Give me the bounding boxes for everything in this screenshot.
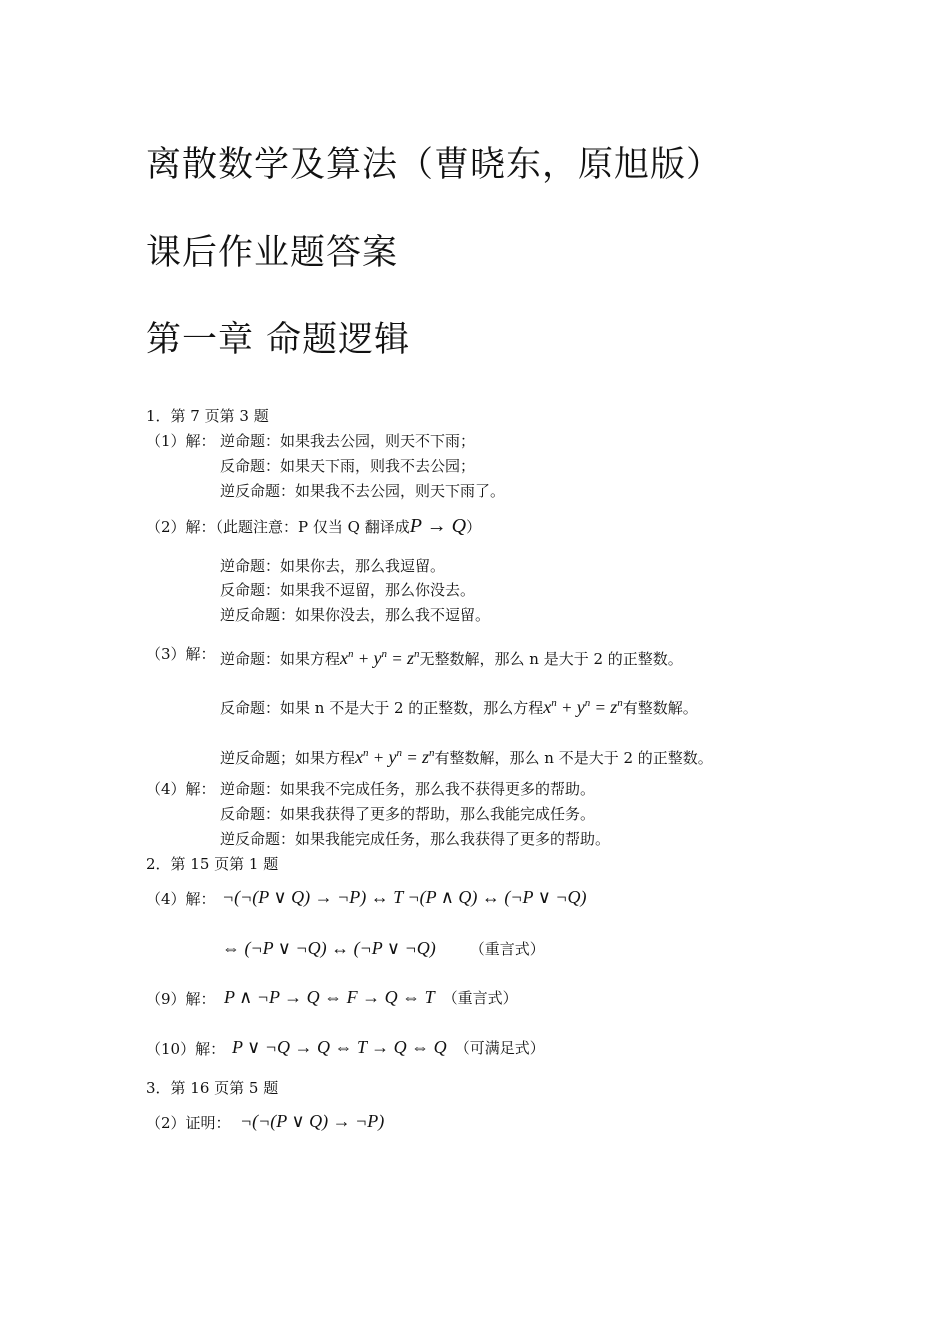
q1-p3-converse xyxy=(220,644,683,669)
q1-p1-converse: 逆命题：如果我去公园，则天不下雨； xyxy=(220,432,476,450)
q1-p2-converse: 逆命题：如果你去，那么我逗留。 xyxy=(220,557,446,575)
q2-p4-line-2 xyxy=(222,938,545,959)
q1-p3-inverse xyxy=(220,693,698,718)
q1-p1-contrapositive: 逆反命题：如果我不去公园，则天下雨了。 xyxy=(220,482,506,500)
q2-p9-label: （9）解： xyxy=(146,990,216,1008)
q1-p2-contrapositive: 逆反命题：如果你没去，那么我不逗留。 xyxy=(220,606,491,624)
fermat-equation: $x^n + y^n = z^n$ xyxy=(340,648,420,668)
q1-p3-contrapositive-tail: 有整数解，那么 n 不是大于 2 的正整数。 xyxy=(434,749,713,767)
q2-p10-line xyxy=(232,1037,545,1058)
q1-p4-converse: 逆命题：如果我不完成任务，那么我不获得更多的帮助。 xyxy=(220,780,596,798)
q1-p2-line xyxy=(146,516,481,537)
q1-p3-inverse-tail: 有整数解。 xyxy=(622,699,698,717)
q3-p2-label: （2）证明： xyxy=(146,1114,231,1132)
document-subtitle: 课后作业题答案 xyxy=(146,233,399,273)
q1-p3-converse-tail: 无整数解，那么 n 是大于 2 的正整数。 xyxy=(419,650,683,668)
q2-p4-formula-2: ⇔ (¬P ∨ ¬Q) ↔ (¬P ∨ ¬Q) xyxy=(222,938,436,958)
q3-heading: 3．第 16 页第 5 题 xyxy=(146,1079,279,1097)
q1-p2-formula: P → Q xyxy=(409,515,467,537)
q1-p3-inverse-text: 反命题：如果 n 不是大于 2 的正整数，那么方程 xyxy=(220,699,544,717)
q2-p10-formula: P ∨ ¬Q → Q ⇔ T → Q ⇔ Q xyxy=(232,1037,447,1057)
q2-p9-note: （重言式） xyxy=(442,989,518,1007)
q2-p4-note: （重言式） xyxy=(469,940,545,958)
q3-p2-formula: ¬(¬(P ∨ Q) → ¬P) xyxy=(240,1111,385,1131)
q2-p4-formula-1: ¬(¬(P ∨ Q) → ¬P) ↔ T ¬(P ∧ Q) ↔ (¬P ∨ ¬Q) xyxy=(222,887,587,907)
q1-heading: 1．第 7 页第 3 题 xyxy=(146,407,269,425)
chapter-title: 第一章 命题逻辑 xyxy=(146,320,411,360)
document-title: 离散数学及算法（曹晓东，原旭版） xyxy=(146,145,723,185)
q1-p2-close: ） xyxy=(466,518,482,536)
q2-heading: 2．第 15 页第 1 题 xyxy=(146,855,279,873)
q1-p4-inverse: 反命题：如果我获得了更多的帮助，那么我能完成任务。 xyxy=(220,805,596,823)
q1-p4-contrapositive: 逆反命题：如果我能完成任务，那么我获得了更多的帮助。 xyxy=(220,830,611,848)
q2-p9-line xyxy=(224,987,518,1008)
q2-p10-label: （10）解： xyxy=(146,1040,226,1058)
q2-p4-label: （4）解： xyxy=(146,890,216,908)
q1-p2-inverse: 反命题：如果我不逗留，那么你没去。 xyxy=(220,581,476,599)
q2-p9-formula: P ∧ ¬P → Q ⇔ F → Q ⇔ T xyxy=(224,987,435,1007)
q1-p4-label: （4）解： xyxy=(146,780,216,798)
q1-p3-converse-text: 逆命题：如果方程 xyxy=(220,650,341,668)
q1-p3-contrapositive xyxy=(220,743,713,768)
q1-p1-label: （1）解： xyxy=(146,432,216,450)
q1-p2-note: （此题注意：P 仅当 Q 翻译成 xyxy=(215,518,410,536)
q1-p2-label: （2）解： xyxy=(146,518,216,536)
q1-p1-inverse: 反命题：如果天下雨，则我不去公园； xyxy=(220,457,476,475)
fermat-equation: $x^n + y^n = z^n$ xyxy=(355,747,435,767)
q1-p3-contrapositive-text: 逆反命题；如果方程 xyxy=(220,749,356,767)
q2-p10-note: （可满足式） xyxy=(454,1039,545,1057)
fermat-equation: $x^n + y^n = z^n$ xyxy=(543,697,623,717)
q1-p3-label: （3）解： xyxy=(146,645,216,663)
